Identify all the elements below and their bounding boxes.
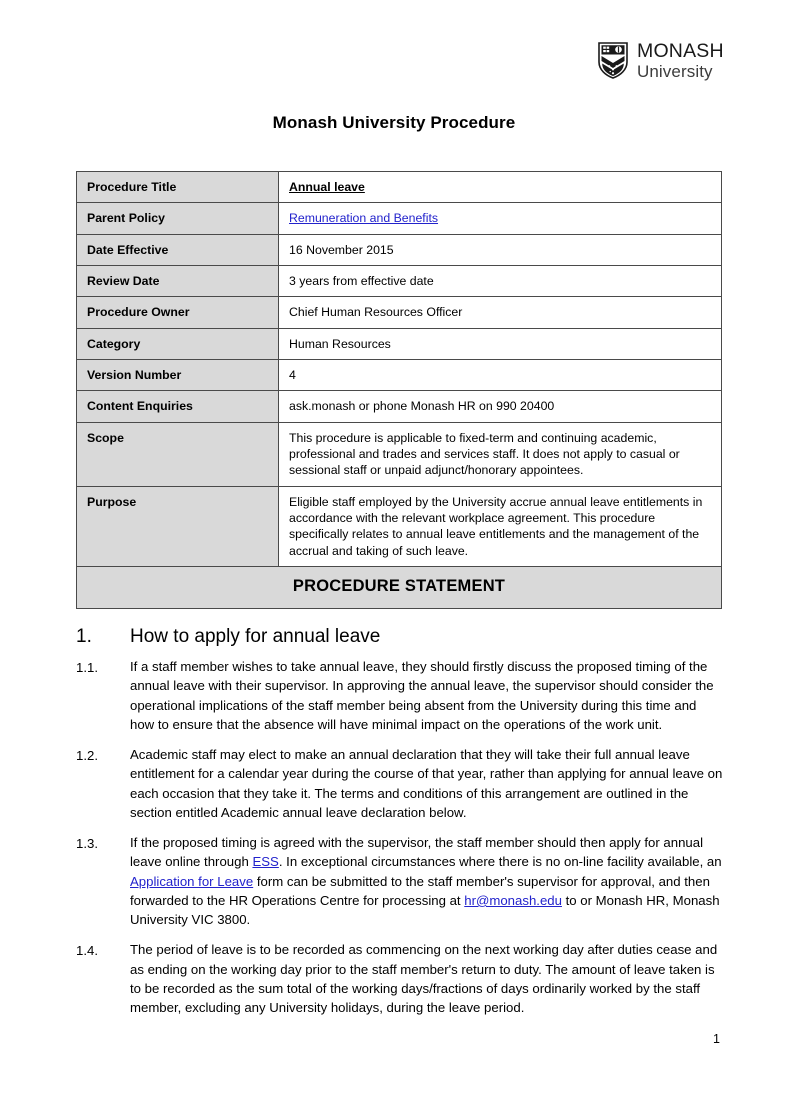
row-label: Category	[77, 328, 279, 359]
section-title: How to apply for annual leave	[130, 626, 381, 647]
hr-email-link[interactable]: hr@monash.edu	[464, 892, 562, 908]
clause-number: 1.2.	[76, 748, 98, 764]
application-for-leave-link[interactable]: Application for Leave	[130, 873, 254, 889]
page-title: Monash University Procedure	[272, 113, 516, 132]
row-label: Date Effective	[77, 234, 279, 265]
row-value: 3 years from effective date	[279, 266, 722, 297]
clause-text: If a staff member wishes to take annual leave, they should firstly discuss the proposed timing of the annual leave with their supervisor. In approving the annual leave, the supervisor should consider the operational implications of the staff member being absent from the University during this time and how to ensure that the absence will have minimal impact on the operations of the work unit.	[130, 659, 714, 732]
row-label: Purpose	[77, 486, 279, 566]
clause-text-part: . In exceptional circumstances where there is no on-line facility available, an	[278, 854, 722, 870]
table-row	[77, 391, 722, 422]
clause-1-3	[76, 833, 724, 929]
row-value	[279, 203, 722, 234]
procedure-statement-banner: PROCEDURE STATEMENT	[77, 567, 722, 609]
table-row	[77, 486, 722, 566]
clause-number: 1.4.	[76, 943, 98, 959]
row-value: ask.monash or phone Monash HR on 990 20400	[279, 391, 722, 422]
row-value	[279, 172, 722, 203]
procedure-metadata-table	[76, 171, 722, 609]
clause-number: 1.1.	[76, 660, 98, 675]
row-label: Review Date	[77, 266, 279, 297]
row-value: 16 November 2015	[279, 234, 722, 265]
row-value: Chief Human Resources Officer	[279, 297, 722, 328]
table-row	[77, 203, 722, 234]
page-number: 1	[713, 1032, 720, 1046]
row-value: Human Resources	[279, 328, 722, 359]
procedure-title-value: Annual leave	[289, 180, 365, 194]
monash-logo	[597, 42, 724, 80]
table-row	[77, 297, 722, 328]
row-label: Content Enquiries	[77, 391, 279, 422]
logo-line-university: University	[637, 61, 713, 81]
row-label: Procedure Owner	[77, 297, 279, 328]
clause-1-4	[76, 940, 724, 1017]
clause-text: Academic staff may elect to make an annual declaration that they will take their full annual leave entitlement for a calendar year during the course of that year, rather than applying for annual leave on each occasion that they take it. The terms and conditions of this arrangement are outlined in the section entitled Academic annual leave declaration below.	[130, 747, 723, 820]
row-value: This procedure is applicable to fixed-term and continuing academic, professional and trades and services staff. It does not apply to casual or sessional staff or unpaid adjunct/honorary appointees.	[279, 422, 722, 486]
row-value: 4	[279, 360, 722, 391]
table-row	[77, 422, 722, 486]
row-label: Parent Policy	[77, 203, 279, 234]
table-row	[77, 172, 722, 203]
table-row	[77, 234, 722, 265]
ess-link[interactable]: ESS	[252, 854, 279, 870]
clause-text-part: to or Monash HR, Monash University VIC 3800.	[130, 892, 720, 928]
clause-text: The period of leave is to be recorded as commencing on the next working day after duties cease and as ending on the working day prior to the staff member's return to duty. The amount of leave taken is to be recorded as the sum total of the working days/fractions of days ordinarily worked by the staff member, excluding any University holidays, during the leave period.	[130, 942, 718, 1016]
row-value: Eligible staff employed by the University accrue annual leave entitlements in accordance with the relevant workplace agreement. This procedure specifically relates to annual leave entitlements and the management of the accrual and taking of such leave.	[279, 486, 722, 566]
monash-shield-icon	[597, 42, 629, 79]
row-label: Version Number	[77, 360, 279, 391]
document-body	[76, 626, 724, 1029]
parent-policy-link[interactable]: Remuneration and Benefits	[289, 211, 439, 226]
clause-1-1	[76, 657, 724, 734]
row-label: Procedure Title	[77, 172, 279, 203]
logo-line-monash: MONASH	[637, 40, 724, 62]
section-heading-1	[76, 626, 724, 648]
clause-1-2	[76, 745, 724, 822]
table-row	[77, 266, 722, 297]
monash-logo-wordmark	[637, 42, 724, 80]
clause-text	[130, 833, 724, 929]
table-row-banner	[77, 567, 722, 609]
row-label: Scope	[77, 422, 279, 486]
table-row	[77, 360, 722, 391]
section-number: 1.	[76, 626, 92, 647]
clause-text-part: form can be submitted to the staff member's supervisor for approval, and then forwarded to the HR Operations Centre for processing at	[130, 873, 710, 908]
clause-number: 1.3.	[76, 836, 98, 852]
clause-text-part: If the proposed timing is agreed with the supervisor, the staff member should then apply for annual leave online through	[130, 835, 704, 870]
table-row	[77, 328, 722, 359]
